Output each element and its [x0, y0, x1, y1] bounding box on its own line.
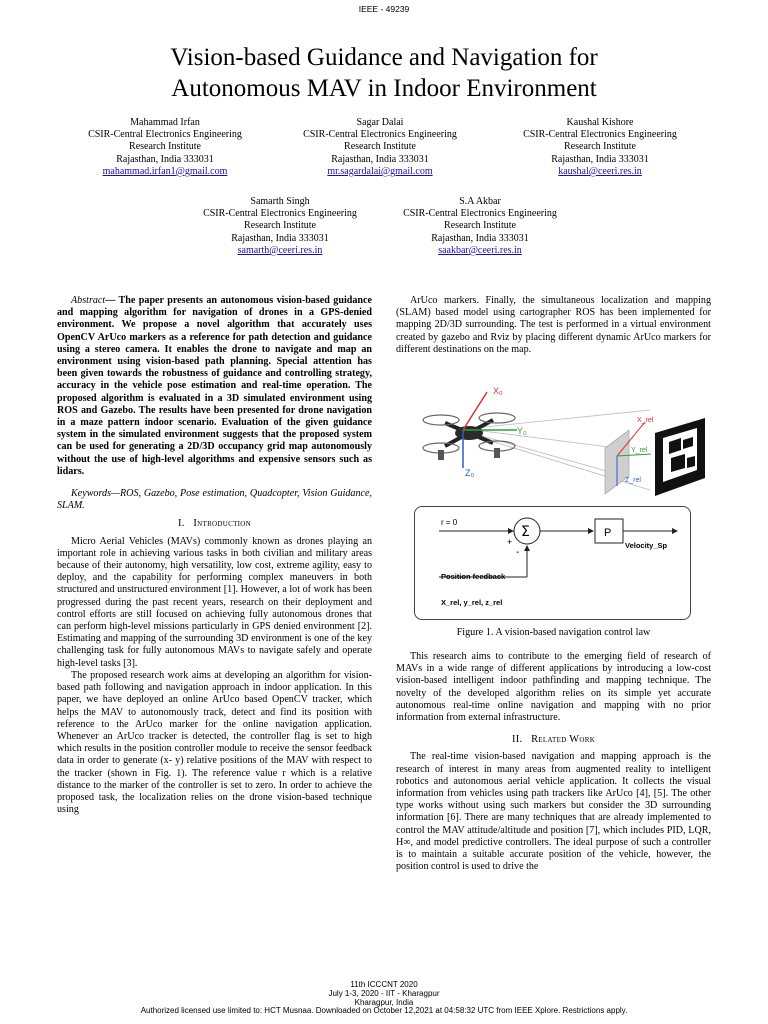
axis-label-x0: X₀	[493, 386, 503, 396]
right-column-bottom	[396, 651, 711, 873]
axis-label-x-rel: X_rel	[637, 417, 654, 424]
axis-label-z-rel: Z_rel	[625, 477, 641, 484]
figure-drone-illustration	[405, 378, 710, 503]
author-email-link[interactable]: mr.sagardalai@gmail.com	[327, 165, 433, 177]
license-notice: Authorized licensed use limited to: HCT Musnaa. Downloaded on October 12,2021 at 04:58:32 UTC from IEEE Xplore. Restrictions apply.	[140, 1006, 628, 1015]
right-paragraph: This research aims to contribute to the emerging field of research of MAVs in a wide range of different applications by introducing a low-cost vision-based intelligent indoor pathfinding and mapping technique. The novelty of the developed algorithm relies on its simple yet accurate autonomous real-time online navigation and mapping with no prior information from external infrastructure.	[396, 651, 711, 724]
title-line-1: Vision-based Guidance and Navigation for	[170, 44, 598, 71]
footer-line: 11th ICCCNT 2020	[350, 980, 418, 989]
section-heading-introduction	[57, 518, 372, 530]
relative-position-label: X_rel, y_rel, z_rel	[441, 598, 503, 607]
axis-label-y-rel: Y_rel	[631, 447, 648, 454]
author-block	[375, 196, 585, 257]
footer-line: Kharagpur, India	[354, 998, 414, 1007]
image-plane	[605, 417, 654, 494]
title-line-2: Autonomous MAV in Indoor Environment	[171, 75, 597, 102]
minus-sign: -	[516, 547, 520, 558]
author-org: Research Institute	[244, 220, 316, 232]
author-location: Rajasthan, India 333031	[551, 153, 649, 165]
author-org: CSIR-Central Electronics Engineering	[403, 208, 557, 220]
section-number: II.	[511, 734, 523, 746]
position-feedback-label: Position feedback	[441, 572, 506, 581]
author-location: Rajasthan, India 333031	[331, 153, 429, 165]
section-title: Introduction	[193, 518, 251, 530]
author-name: S.A Akbar	[459, 196, 501, 207]
right-column-top	[396, 295, 711, 356]
right-paragraph: ArUco markers. Finally, the simultaneous localization and mapping (SLAM) based model using cartographer ROS has been implemented for mapping 2D/3D surrounding. The test is performed in a virtual environment created by gazebo and Rviz by placing different dynamic ArUco markers for different destinations on the map.	[396, 295, 711, 355]
paper-title	[0, 42, 768, 104]
axis-label-z0: Z₀	[465, 468, 475, 478]
velocity-setpoint-label: Velocity_Sp	[625, 541, 668, 550]
author-org: CSIR-Central Electronics Engineering	[203, 208, 357, 220]
author-email-link[interactable]: mahammad.irfan1@gmail.com	[102, 165, 228, 177]
author-email-link[interactable]: kaushal@ceeri.res.in	[558, 165, 642, 177]
section-number: I.	[178, 518, 185, 530]
author-location: Rajasthan, India 333031	[231, 232, 329, 244]
author-org: CSIR-Central Electronics Engineering	[303, 129, 457, 141]
author-name: Samarth Singh	[250, 196, 310, 207]
left-column	[57, 295, 372, 816]
author-org: CSIR-Central Electronics Engineering	[88, 129, 242, 141]
author-org: Research Institute	[344, 141, 416, 153]
author-location: Rajasthan, India 333031	[431, 232, 529, 244]
abstract-label: Abstract	[71, 295, 106, 306]
control-diagram	[414, 506, 691, 620]
reference-label: r = 0	[441, 518, 458, 527]
author-name: Mahammad Irfan	[130, 117, 200, 128]
p-block-label: P	[604, 527, 612, 539]
conference-id: IEEE - 49239	[358, 4, 410, 14]
intro-paragraph: Micro Aerial Vehicles (MAVs) commonly known as drones playing an important role in achieving various tasks in both civilian and military areas because of their autonomy, high versatility, low cost, extreme agility, easy to deploy, and the capability for performing complex maneuvers in both structured and unstructured environment [1]. However, a lot of work has been progressed during the past recent years, research on their deployment and control efforts are still focused on achieving fully autonomous drones that can perform high-level missions particularly in GPS denied environment [2]. Estimating and mapping of the surrounding 3D environment is one of the key challenging task for fully autonomous MAVs to navigate safely and operate high-level tasks [3].	[57, 535, 372, 669]
author-org: Research Institute	[564, 141, 636, 153]
author-block	[175, 196, 385, 257]
figure-caption: Figure 1. A vision-based navigation control law	[456, 627, 651, 638]
abstract-dash: —	[105, 295, 119, 306]
author-email-link[interactable]: saakbar@ceeri.res.in	[438, 244, 522, 256]
control-diagram-svg	[415, 507, 690, 619]
plus-sign: +	[507, 537, 513, 547]
author-block	[60, 117, 270, 178]
abstract	[57, 295, 372, 478]
section-title: Related Work	[531, 734, 596, 746]
keywords-text: —ROS, Gazebo, Pose estimation, Quadcopter, Vision Guidance, SLAM.	[57, 488, 372, 512]
footer-line: July 1-3, 2020 - IIT - Kharagpur	[328, 989, 440, 998]
author-location: Rajasthan, India 333031	[116, 153, 214, 165]
abstract-text: The paper presents an autonomous vision-based guidance and mapping algorithm for navigation of drones in a GPS-denied environment. We propose a novel algorithm that accurately uses OpenCV ArUco markers as a reference for path detection and guidance using a stereo camera. It enables the drone to navigate and map an environment using vision-based path planning. Special attention has been given towards the robustness of guidance and controlling strategy, accuracy in the vehicle pose estimation and real-time operation. The proposed algorithm is evaluated in a 3D simulated environment using ROS and Gazebo. The results have been presented for drone navigation in a maze pattern indoor scenario. Evaluation of the given guidance system in the simulated environment suggests that the proposed system can be used for generating a 2D/3D occupancy grid map autonomously without the use of high-level algorithms and expensive sensors such as lidars.	[57, 295, 372, 477]
axis-label-y0: Y₀	[517, 426, 527, 436]
author-org: Research Institute	[444, 220, 516, 232]
intro-paragraph: The proposed research work aims at developing an algorithm for vision-based path following and navigation approach in indoor application. In this paper, we have deployed an online ArUco based OpenCV tracker, which helps the MAV to autonomously track, detect and find its position with reference to the ArUco marker for the online navigation application. Whenever an ArUco tracker is detected, the controller flag is set to high which results in the position controller module to receive the sensor feedback data in order to generate (x- y) relative positions of the MAV with respect to the tracker (shown in Fig. 1). The reference value r which is a relative distance to the marker of the controller is set to zero. In order to achieve the proposed task, the localization relies on the drone vision-based technique using	[57, 669, 372, 816]
keywords-label: Keywords	[71, 488, 112, 500]
keywords	[57, 488, 372, 512]
author-block	[275, 117, 485, 178]
sum-symbol: Σ	[521, 524, 530, 540]
author-name: Kaushal Kishore	[566, 117, 634, 128]
author-name: Sagar Dalai	[356, 117, 404, 128]
author-org: CSIR-Central Electronics Engineering	[523, 129, 677, 141]
author-email-link[interactable]: samarth@ceeri.res.in	[237, 244, 323, 256]
author-block	[490, 117, 710, 178]
aruco-marker-icon	[655, 418, 705, 496]
related-paragraph: The real-time vision-based navigation and mapping approach is the research of interest in many areas from augmented reality to intelligent robotics and autonomous aerial vehicle application. It collects the visual information from vehicles using path trackers like ArUco [4], [5]. The other type works without using such markers but consider the 3D surrounding information [6]. There are many techniques that are already implemented to control the MAV attitude/altitude and position [7], which includes PID, LQR, H∞, and model predictive controllers. The ideal purpose of such a controller is to maintain a suitable accurate position of the vehicle, however, the position control is used to drive the	[396, 751, 711, 873]
conference-footer	[0, 980, 768, 1007]
section-heading-related-work	[396, 734, 711, 746]
author-org: Research Institute	[129, 141, 201, 153]
